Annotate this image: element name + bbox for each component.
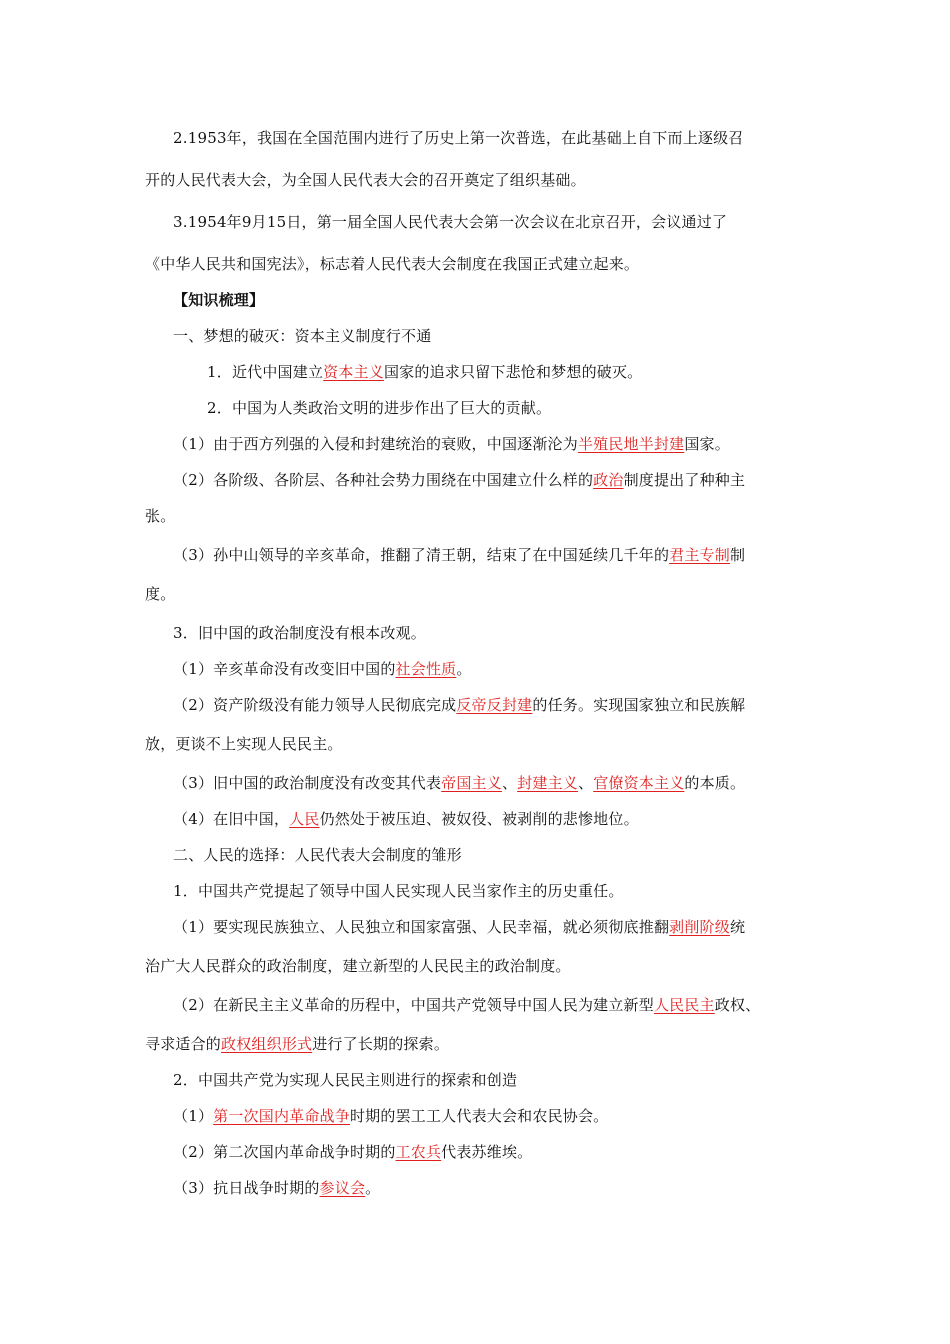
text-line (207, 398, 551, 418)
key-term: 反帝反封建 (456, 696, 533, 714)
text-segment: 。 (365, 1179, 381, 1197)
key-term: 工农兵 (395, 1143, 442, 1161)
text-line (145, 584, 175, 604)
text-line (173, 1178, 380, 1198)
text-segment: 、 (501, 774, 518, 792)
key-term: 人民 (289, 810, 320, 828)
text-line (173, 659, 472, 679)
text-segment: 统 (729, 918, 746, 936)
text-segment: 国家。 (684, 435, 730, 453)
text-line (173, 1106, 608, 1126)
text-segment: （3）孙中山领导的辛亥革命，推翻了清王朝，结束了在中国延续几千年的 (173, 546, 670, 564)
text-segment: 。 (456, 660, 472, 678)
key-term: 第一次国内革命战争 (213, 1107, 350, 1125)
text-segment: 开的人民代表大会，为全国人民代表大会的召开奠定了组织基础。 (145, 171, 586, 189)
text-line (173, 212, 727, 232)
text-line (145, 734, 343, 754)
text-segment: 1．近代中国建立 (207, 363, 324, 381)
text-segment: 国家的追求只留下悲怆和梦想的破灭。 (383, 363, 643, 381)
text-segment: 【知识梳理】 (173, 291, 265, 309)
text-line (207, 362, 642, 382)
text-line (173, 995, 760, 1015)
key-term: 帝国主义 (441, 774, 502, 792)
section-heading (173, 290, 264, 310)
text-segment: 代表苏维埃。 (441, 1143, 533, 1161)
text-segment: 2．中国为人类政治文明的进步作出了巨大的贡献。 (207, 399, 552, 417)
text-line (173, 773, 745, 793)
text-line (145, 1034, 449, 1054)
key-term: 政治 (593, 471, 624, 489)
text-segment: 政权、 (714, 996, 761, 1014)
text-segment: 2．中国共产党为实现人民民主则进行的探索和创造 (173, 1071, 518, 1089)
text-line (173, 881, 624, 901)
text-segment: （4）在旧中国， (173, 810, 290, 828)
text-line (173, 845, 462, 865)
text-segment: 一、梦想的破灭：资本主义制度行不通 (173, 327, 432, 345)
text-segment: 二、人民的选择：人民代表大会制度的雏形 (173, 846, 462, 864)
key-term: 资本主义 (323, 363, 384, 381)
text-line (145, 506, 175, 526)
text-segment: 制度提出了种种主 (623, 471, 746, 489)
text-segment: 《中华人民共和国宪法》，标志着人民代表大会制度在我国正式建立起来。 (145, 255, 640, 273)
text-segment: （3）旧中国的政治制度没有改变其代表 (173, 774, 442, 792)
text-line (173, 917, 745, 937)
text-line (173, 623, 426, 643)
text-segment: 2.1953年，我国在全国范围内进行了历史上第一次普选，在此基础上自下而上逐级召 (173, 129, 744, 147)
key-term: 参议会 (319, 1179, 366, 1197)
text-segment: 寻求适合的 (145, 1035, 222, 1053)
text-segment: （1） (173, 1107, 214, 1125)
text-line (173, 1070, 517, 1090)
text-segment: 仍然处于被压迫、被奴役、被剥削的悲惨地位。 (319, 810, 639, 828)
text-line (145, 254, 639, 274)
key-term: 剥削阶级 (669, 918, 730, 936)
text-line (173, 545, 745, 565)
text-segment: （2）在新民主主义革命的历程中，中国共产党领导中国人民为建立新型 (173, 996, 654, 1014)
text-segment: 治广大人民群众的政治制度，建立新型的人民民主的政治制度。 (145, 957, 571, 975)
text-segment: 1．中国共产党提起了领导中国人民实现人民当家作主的历史重任。 (173, 882, 624, 900)
key-term: 社会性质 (395, 660, 457, 678)
text-segment: 的本质。 (684, 774, 746, 792)
text-line (173, 128, 744, 148)
text-segment: 3．旧中国的政治制度没有根本改观。 (173, 624, 426, 642)
text-segment: 进行了长期的探索。 (312, 1035, 450, 1053)
text-segment: （2）各阶级、各阶层、各种社会势力围绕在中国建立什么样的 (173, 471, 594, 489)
text-line (173, 1142, 532, 1162)
key-term: 政权组织形式 (221, 1035, 313, 1053)
text-segment: 、 (577, 774, 594, 792)
text-segment: 度。 (145, 585, 176, 603)
key-term: 君主专制 (669, 546, 730, 564)
text-segment: （1）辛亥革命没有改变旧中国的 (173, 660, 396, 678)
text-segment: 3.1954年9月15日，第一届全国人民代表大会第一次会议在北京召开，会议通过了 (173, 213, 728, 231)
key-term: 人民民主 (653, 996, 715, 1014)
text-segment: （2）第二次国内革命战争时期的 (173, 1143, 396, 1161)
key-term: 官僚资本主义 (593, 774, 685, 792)
text-line (173, 470, 745, 490)
text-segment: 制 (729, 546, 746, 564)
text-segment: 放，更谈不上实现人民民主。 (145, 735, 343, 753)
key-term: 封建主义 (517, 774, 578, 792)
text-segment: （3）抗日战争时期的 (173, 1179, 320, 1197)
text-segment: （1）由于西方列强的入侵和封建统治的衰败，中国逐渐沦为 (173, 435, 578, 453)
text-segment: 的任务。实现国家独立和民族解 (532, 696, 746, 714)
text-line (145, 956, 571, 976)
key-term: 半殖民地半封建 (577, 435, 685, 453)
text-segment: 张。 (145, 507, 176, 525)
text-line (173, 326, 431, 346)
text-line (145, 170, 586, 190)
text-segment: 时期的罢工工人代表大会和农民协会。 (349, 1107, 609, 1125)
text-line (173, 434, 730, 454)
text-line (173, 695, 745, 715)
text-segment: （2）资产阶级没有能力领导人民彻底完成 (173, 696, 457, 714)
text-line (173, 809, 639, 829)
text-segment: （1）要实现民族独立、人民独立和国家富强、人民幸福，就必须彻底推翻 (173, 918, 670, 936)
